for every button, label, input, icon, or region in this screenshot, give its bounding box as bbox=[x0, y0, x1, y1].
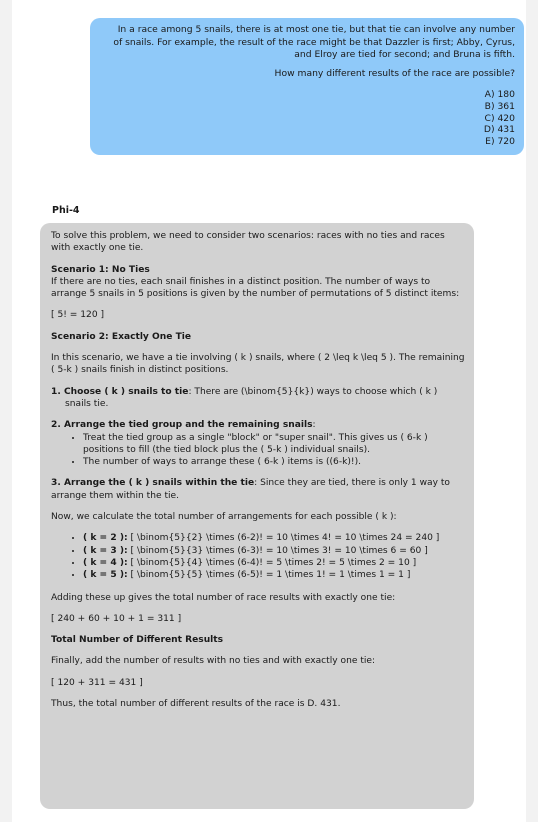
assistant-message-bubble bbox=[40, 223, 474, 809]
scenario-1-text: If there are no ties, each snail finishes in a distinct position. The number of ways to arrange 5 snails in 5 positions is given by the number of permutations of 5 distinct items: bbox=[51, 276, 460, 300]
calc-intro: Now, we calculate the total number of arrangements for each possible ( k ): bbox=[51, 512, 397, 523]
calc-item-k2 bbox=[83, 532, 465, 544]
user-message-bubble bbox=[90, 18, 524, 155]
calc-item-k5 bbox=[83, 569, 465, 581]
option-d: D) 431 bbox=[483, 124, 515, 136]
calc-item-formula: [ \binom{5}{4} \times (6-4)! = 5 \times 2! = 5 \times 2 = 10 ] bbox=[127, 557, 417, 568]
step-3-title: 3. Arrange the ( k ) snails within the tie bbox=[51, 478, 255, 489]
question-prompt: How many different results of the race are possible? bbox=[274, 67, 515, 79]
total-heading: Total Number of Different Results bbox=[51, 635, 224, 646]
step-2 bbox=[51, 419, 465, 431]
model-name-label: Phi-4 bbox=[52, 205, 80, 216]
step-2-text: : bbox=[312, 420, 316, 431]
scenario-1-heading: Scenario 1: No Ties bbox=[51, 264, 150, 275]
answer-intro: To solve this problem, we need to consider two scenarios: races with no ties and races with exactly one tie. bbox=[51, 231, 445, 254]
step-3-text: : Since they are tied, there is only 1 way to arrange them within the tie. bbox=[51, 478, 450, 501]
sum-intro: Adding these up gives the total number of race results with exactly one tie: bbox=[51, 592, 396, 603]
calc-item-label: ( k = 3 ): bbox=[83, 545, 128, 556]
calc-item-formula: [ \binom{5}{2} \times (6-2)! = 10 \times 4! = 10 \times 24 = 240 ] bbox=[127, 533, 440, 544]
option-e: E) 720 bbox=[485, 136, 515, 148]
calc-item-k3 bbox=[83, 545, 465, 557]
answer-options bbox=[99, 89, 515, 148]
option-c: C) 420 bbox=[484, 112, 515, 124]
chat-page bbox=[12, 0, 526, 822]
calc-item-label: ( k = 2 ): bbox=[83, 533, 128, 544]
option-a: A) 180 bbox=[484, 89, 515, 100]
option-b: B) 361 bbox=[484, 100, 515, 112]
calc-item-formula: [ \binom{5}{3} \times (6-3)! = 10 \times 3! = 10 \times 6 = 60 ] bbox=[127, 545, 428, 556]
step-1 bbox=[51, 386, 465, 411]
scenario-2-text: In this scenario, we have a tie involving ( k ) snails, where ( 2 \leq k \leq 5 ). The remaining ( 5-k ) snails finish in distinct positions. bbox=[51, 353, 465, 376]
final-formula: [ 120 + 311 = 431 ] bbox=[51, 677, 143, 688]
step-2-title: 2. Arrange the tied group and the remaining snails bbox=[51, 420, 313, 431]
scenario-2-heading: Scenario 2: Exactly One Tie bbox=[51, 331, 192, 342]
scenario-1-formula: [ 5! = 120 ] bbox=[51, 310, 105, 321]
question-line-2: of snails. For example, the result of the race might be that Dazzler is first; Abby, Cyrus, bbox=[113, 36, 515, 48]
step-2-bullet: • Treat the tied group as a single "block" or "super snail". This gives us ( 6-k ) positions to fill (the tied block plus the ( 5-k ) individual snails). bbox=[83, 432, 465, 457]
calc-item-label: ( k = 4 ): bbox=[83, 557, 128, 568]
final-intro: Finally, add the number of results with no ties and with exactly one tie: bbox=[51, 656, 376, 667]
sum-formula: [ 240 + 60 + 10 + 1 = 311 ] bbox=[51, 613, 182, 624]
question-line-3: and Elroy are tied for second; and Bruna is fifth. bbox=[294, 49, 515, 60]
step-2-bullet: • The number of ways to arrange these ( 6-k ) items is ((6-k)!). bbox=[83, 456, 465, 468]
question-line-1: In a race among 5 snails, there is at most one tie, but that tie can involve any number bbox=[117, 24, 515, 35]
calc-item-label: ( k = 5 ): bbox=[83, 570, 128, 581]
step-3 bbox=[51, 477, 465, 502]
conclusion: Thus, the total number of different results of the race is D. 431. bbox=[51, 699, 341, 710]
step-1-text: : There are (\binom{5}{k}) ways to choose which ( k ) snails tie. bbox=[65, 386, 438, 409]
step-2-bullets bbox=[51, 432, 465, 469]
calc-item-k4 bbox=[83, 557, 465, 569]
calc-list bbox=[51, 532, 465, 581]
calc-item-formula: [ \binom{5}{5} \times (6-5)! = 1 \times 1! = 1 \times 1 = 1 ] bbox=[127, 570, 411, 581]
step-1-title: 1. Choose ( k ) snails to tie bbox=[51, 386, 189, 397]
